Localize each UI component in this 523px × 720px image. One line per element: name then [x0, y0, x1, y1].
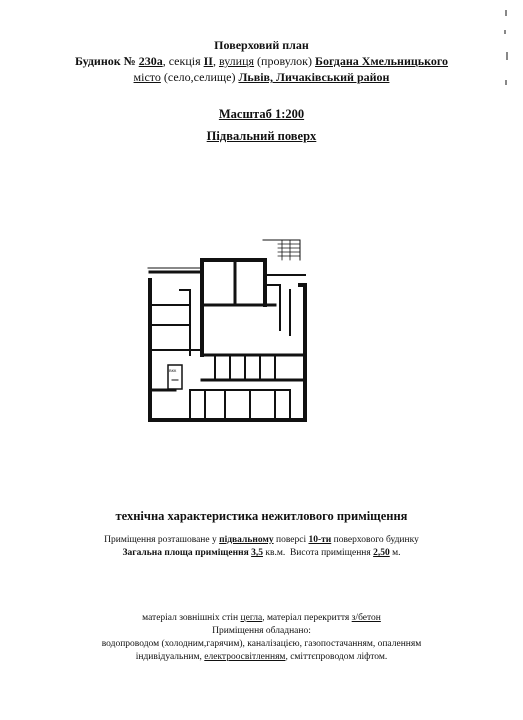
document-title: Поверховий план: [214, 38, 309, 52]
floor-plan-drawing: [140, 230, 340, 435]
building-number: 230а: [138, 54, 163, 68]
utilities-tail: , сміттєпроводом ліфтом.: [285, 652, 388, 662]
height-unit: м.: [392, 548, 401, 558]
walls-label: матеріал зовнішніх стін: [142, 613, 239, 623]
stair-treads: [278, 240, 300, 260]
stair-outline: [263, 240, 300, 260]
location-prefix: Приміщення розташоване у: [104, 535, 217, 545]
electric-lighting: електроосвітленням: [204, 652, 286, 662]
section-label: , секція: [162, 54, 201, 68]
characteristics-title: технічна характеристика нежитлового приміщення: [115, 509, 408, 523]
utility-room-label: ВКК: [169, 368, 177, 373]
street-word: вулиця: [218, 54, 255, 68]
area-unit: кв.м.: [265, 548, 286, 558]
floors-value: з/бетон: [351, 613, 381, 623]
area-height-line: [0, 548, 523, 558]
utilities-line: водопроводом (холодним,гарячим), каналізацією, газопостачанням, опаленням: [101, 639, 422, 649]
height-value: 2,50: [373, 548, 390, 558]
building-floors: 10-ти: [308, 535, 332, 545]
location-mid: поверсі: [276, 535, 307, 545]
heating-individual: індивідуальним,: [135, 652, 202, 662]
street-tail: (провулок): [254, 54, 313, 68]
location-line: [0, 535, 523, 545]
walls-value: цегла: [240, 613, 263, 623]
address-line-2: [0, 70, 523, 85]
floors-label: , матеріал перекриття: [262, 613, 350, 623]
area-value: 3,5: [251, 548, 263, 558]
floor-label: Підвальний поверх: [206, 129, 317, 143]
city-tail: (село,селище): [160, 70, 236, 84]
address-line-1: Будинок № 230а, секція II, вулиця (провулок) Богдана Хмельницького: [74, 54, 449, 68]
street-name: Богдана Хмельницького: [315, 54, 449, 68]
equipped-label: Приміщення обладнано:: [212, 626, 311, 636]
materials-line: [0, 613, 523, 623]
corridor-cells: [215, 355, 275, 380]
location-floor: підвальному: [219, 535, 274, 545]
building-label: Будинок №: [74, 54, 136, 68]
scale-label: Масштаб 1:200: [218, 107, 305, 121]
utilities-line-2: [0, 652, 523, 662]
area-label: Загальна площа приміщення: [122, 548, 249, 558]
section-number: II: [203, 54, 213, 68]
height-label: Висота приміщення: [289, 548, 371, 558]
city-name: Львів, Личаківський район: [238, 70, 390, 84]
location-suffix: поверхового будинку: [333, 535, 419, 545]
city-word: місто: [133, 70, 161, 84]
storage-cells: [190, 390, 290, 420]
